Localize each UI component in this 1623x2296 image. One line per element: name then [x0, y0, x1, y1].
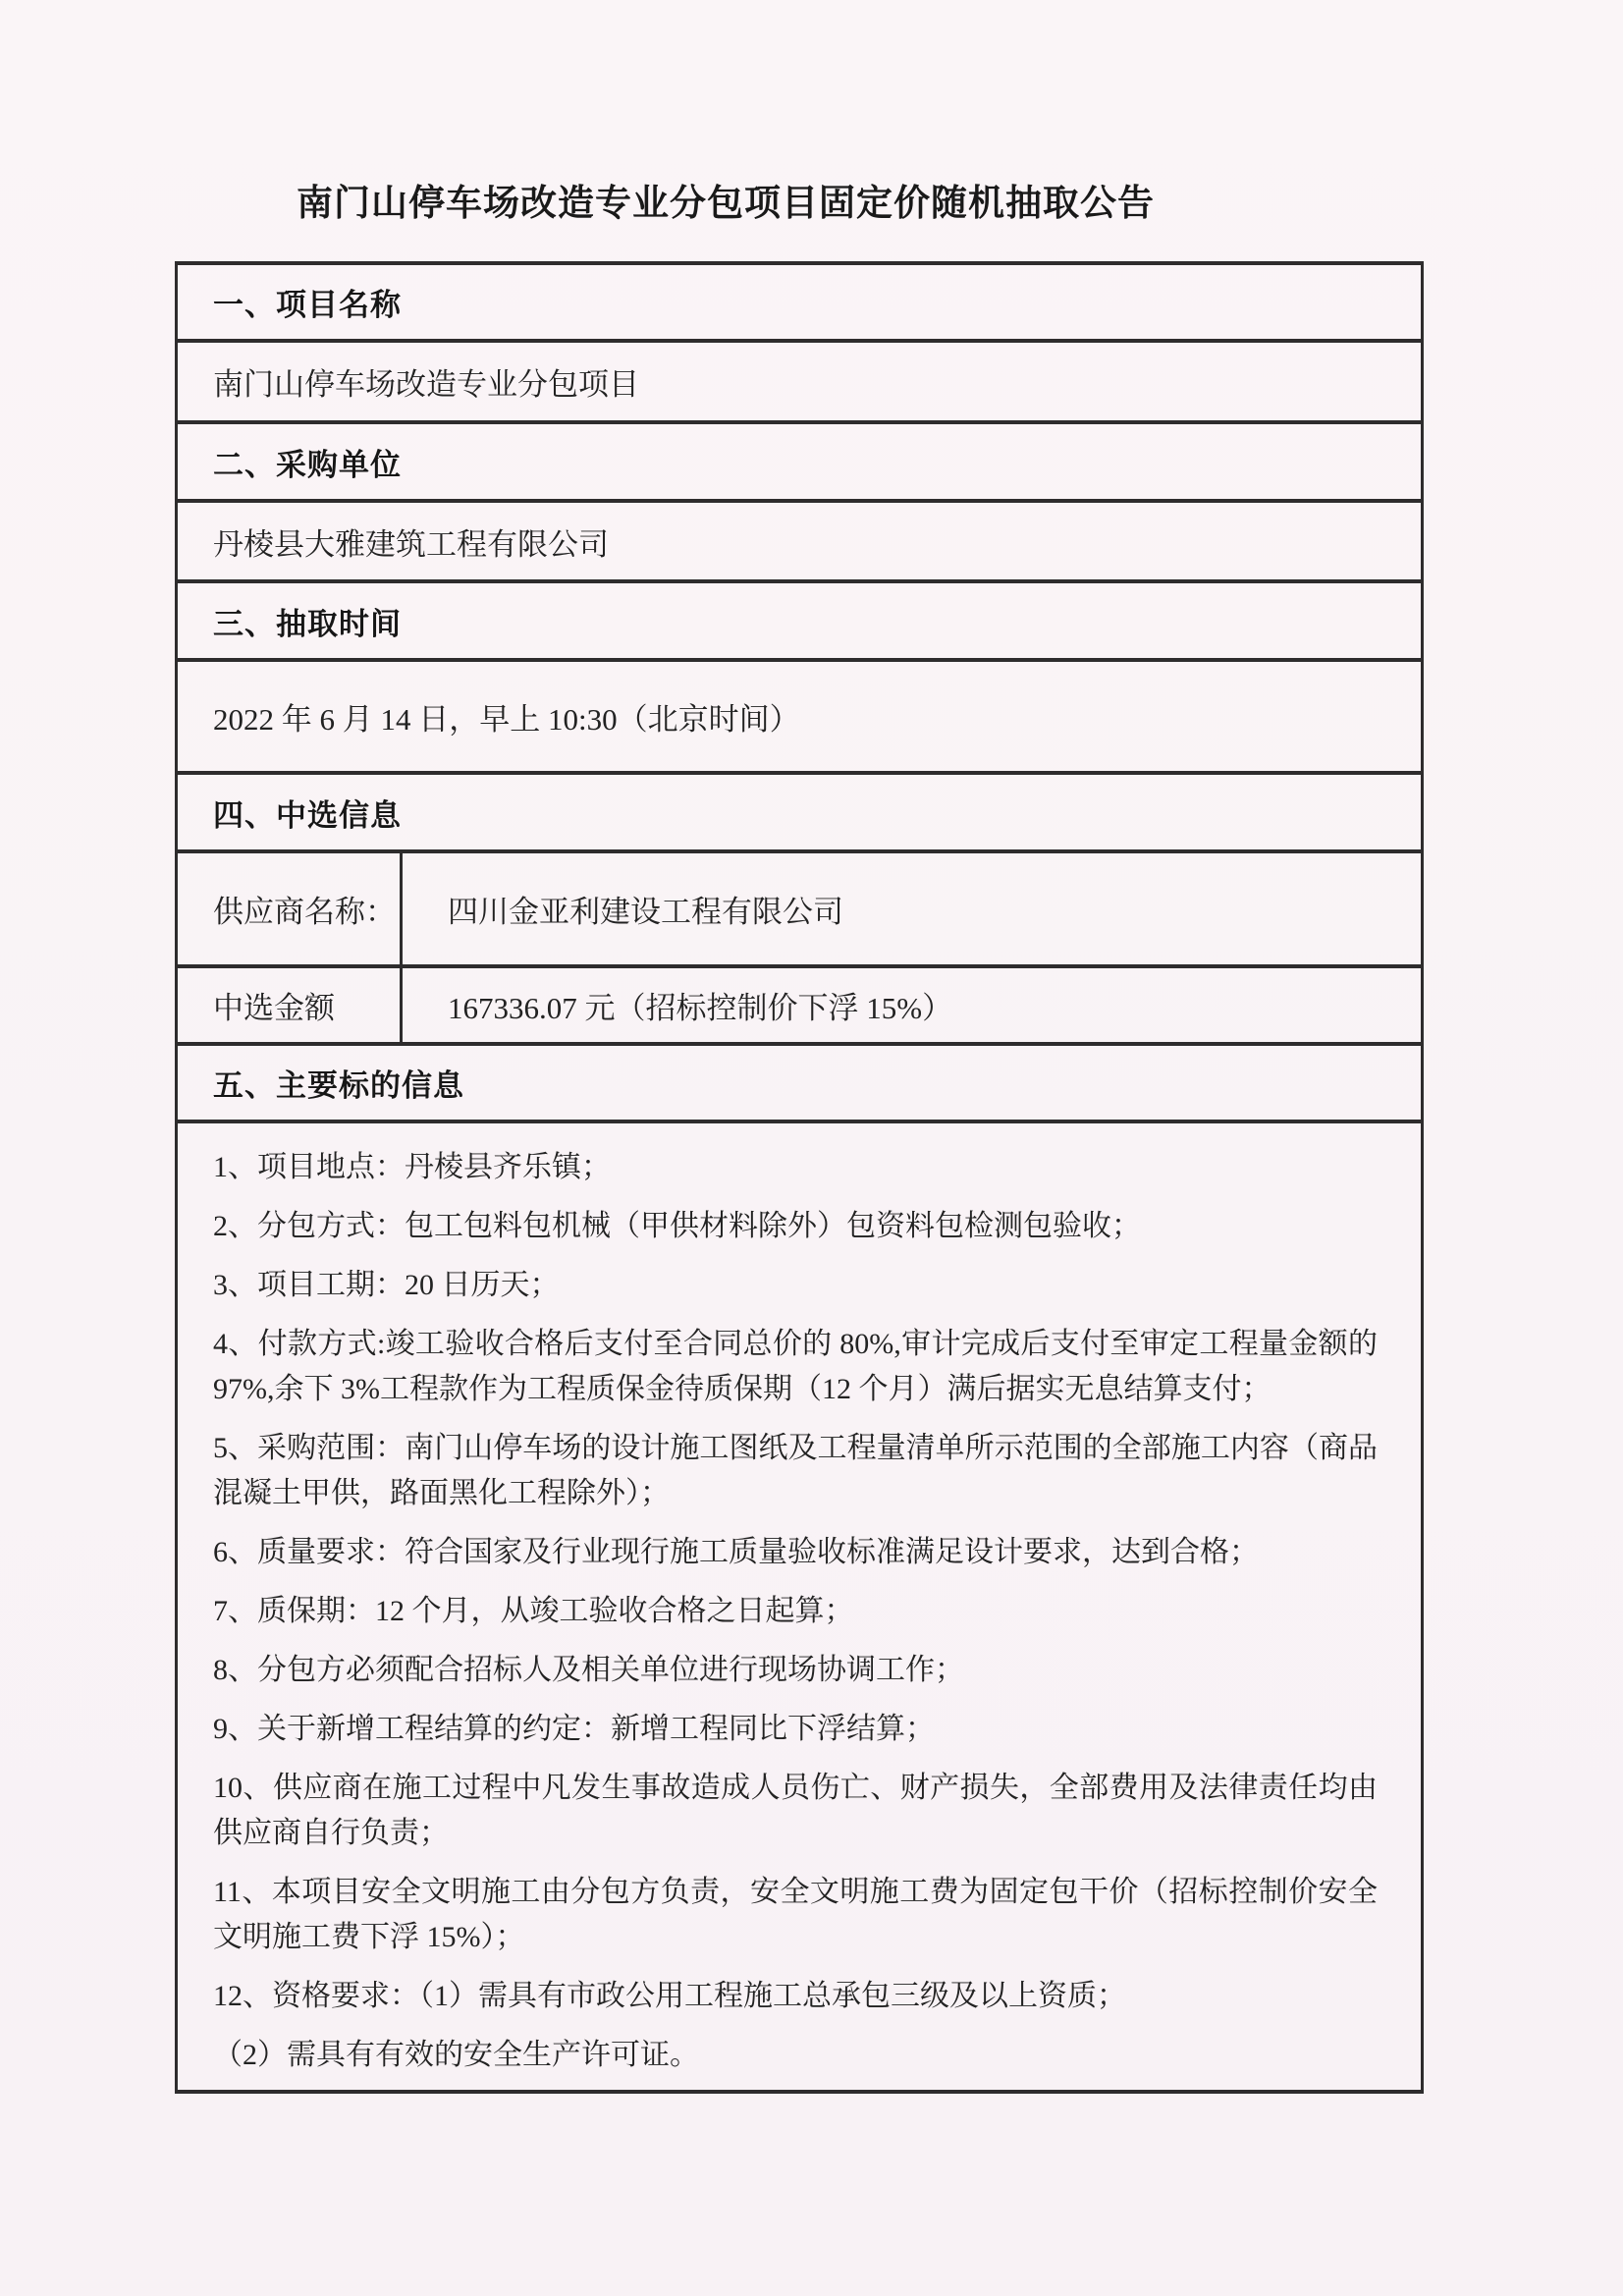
supplier-label: 供应商名称：	[178, 853, 403, 964]
selected-amount-row	[178, 968, 1421, 1046]
selected-amount-value: 167336.07 元（招标控制价下浮 15%）	[448, 991, 953, 1025]
main-info-item: 11、本项目安全文明施工由分包方负责，安全文明施工费为固定包干价（招标控制价安全文明施工费下浮 15%）；	[213, 1876, 1378, 1953]
section-header-draw-time: 三、抽取时间	[178, 583, 1421, 662]
section-header-project-name: 一、项目名称	[178, 265, 1421, 343]
project-name-value: 南门山停车场改造专业分包项目	[178, 343, 1421, 424]
main-info-item: 10、供应商在施工过程中凡发生事故造成人员伤亡、财产损失，全部费用及法律责任均由供应商自行负责；	[213, 1772, 1378, 1849]
main-info-item: 7、质保期：12 个月，从竣工验收合格之日起算；	[213, 1595, 854, 1627]
main-info-item: 6、质量要求：符合国家及行业现行施工质量验收标准满足设计要求，达到合格；	[213, 1536, 1259, 1568]
announcement-table	[175, 261, 1424, 2094]
page-title: 南门山停车场改造专业分包项目固定价随机抽取公告	[297, 184, 1155, 224]
main-info-cell	[178, 1123, 1421, 2090]
section-header-main-info: 五、主要标的信息	[178, 1046, 1421, 1123]
main-info-item: 2、分包方式：包工包料包机械（甲供材料除外）包资料包检测包验收；	[213, 1210, 1141, 1242]
main-info-item: 8、分包方必须配合招标人及相关单位进行现场协调工作；	[213, 1654, 964, 1686]
main-info-item: 3、项目工期：20 日历天；	[213, 1269, 560, 1301]
main-info-item: 1、项目地点：丹棱县齐乐镇；	[213, 1151, 611, 1183]
main-info-item: 12、资格要求：（1）需具有市政公用工程施工总承包三级及以上资质；	[213, 1980, 1126, 2012]
supplier-row	[178, 853, 1421, 968]
main-info-item: 5、采购范围：南门山停车场的设计施工图纸及工程量清单所示范围的全部施工内容（商品混凝土甲供，路面黑化工程除外）；	[213, 1432, 1378, 1509]
section-header-selection-info: 四、中选信息	[178, 775, 1421, 853]
purchaser-value: 丹棱县大雅建筑工程有限公司	[178, 503, 1421, 583]
main-info-item: 4、付款方式:竣工验收合格后支付至合同总价的 80%,审计完成后支付至审定工程量金额的 97%,余下 3%工程款作为工程质保金待质保期（12 个月）满后据实无息结算支付；	[213, 1328, 1378, 1405]
main-info-item: （2）需具有有效的安全生产许可证。	[213, 2039, 699, 2071]
supplier-value: 四川金亚利建设工程有限公司	[448, 895, 843, 929]
main-info-item: 9、关于新增工程结算的约定：新增工程同比下浮结算；	[213, 1713, 935, 1745]
section-header-purchaser: 二、采购单位	[178, 424, 1421, 503]
selected-amount-label: 中选金额	[178, 968, 403, 1042]
draw-time-value: 2022 年 6 月 14 日，早上 10:30（北京时间）	[178, 662, 1421, 775]
